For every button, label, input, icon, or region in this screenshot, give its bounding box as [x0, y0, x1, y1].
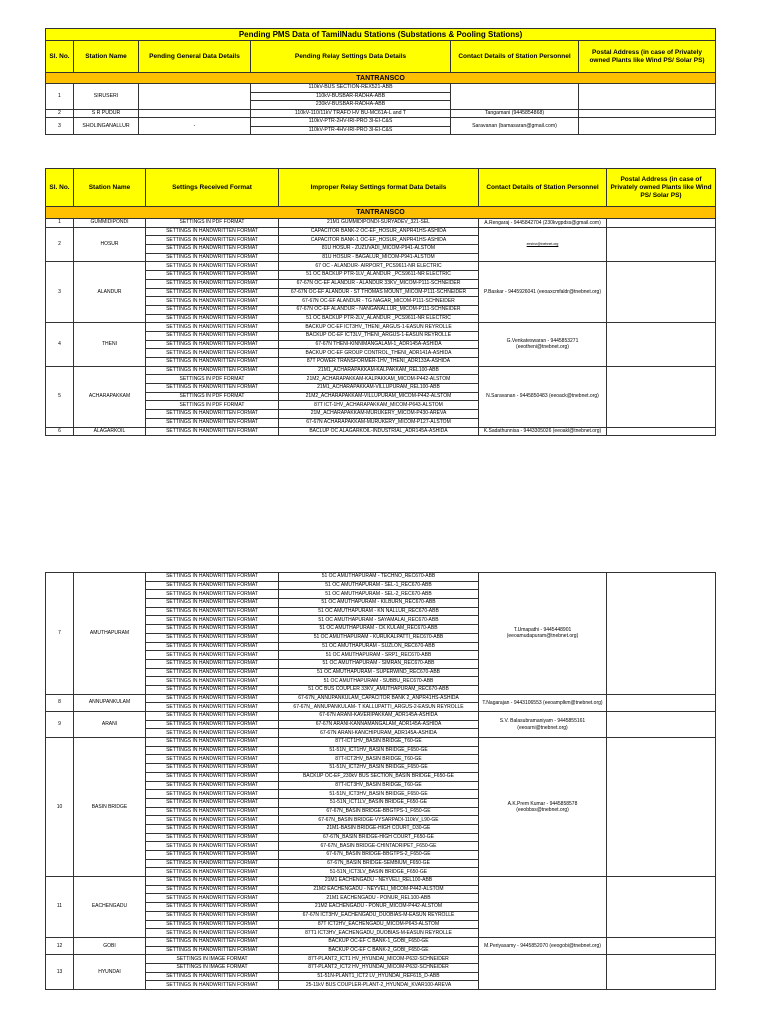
- settings-format-cell: SETTINGS IN HANDWRITTEN FORMAT: [146, 833, 279, 842]
- settings-format-cell: SETTINGS IN HANDWRITTEN FORMAT: [146, 981, 279, 990]
- settings-format-cell: SETTINGS IN HANDWRITTEN FORMAT: [146, 946, 279, 955]
- station-name-cell: ALANDUR: [74, 262, 146, 323]
- postal-cell: [579, 84, 716, 110]
- relay-data-cell: 87T-PLANT2_ICT1 HV_HYUNDAI_MICOM-P632-SCHNEIDER: [279, 955, 479, 964]
- table-row: [46, 219, 716, 228]
- settings-format-cell: SETTINGS IN HANDWRITTEN FORMAT: [146, 314, 279, 323]
- header-contact: Contact Details of Station Personnel: [451, 41, 579, 73]
- relay-data-cell: 51 OC AMUTHAPURAM - SAYAMALAI_REC670-ABB: [279, 616, 479, 625]
- settings-format-cell: SETTINGS IN HANDWRITTEN FORMAT: [146, 720, 279, 729]
- station-name-cell: SHOLINGANALLUR: [74, 118, 139, 135]
- settings-format-cell: SETTINGS IN IMAGE FORMAT: [146, 955, 279, 964]
- station-name-cell: HYUNDAI: [74, 955, 146, 990]
- settings-format-cell: SETTINGS IN HANDWRITTEN FORMAT: [146, 685, 279, 694]
- settings-format-cell: SETTINGS IN HANDWRITTEN FORMAT: [146, 755, 279, 764]
- table-row: [46, 427, 716, 436]
- relay-data-cell: 67-67N_ ANNUPANKULAM- T KALLUPATTI_ARGUS-2-EASUN REYROLLE: [279, 703, 479, 712]
- sl-no-cell: 13: [46, 955, 74, 990]
- relay-data-cell: 21M_ACHARAPAKKAM-MURUKERY_MICOM-P430-AREVA: [279, 410, 479, 419]
- postal-cell: [607, 712, 716, 738]
- sl-no-cell: 3: [46, 118, 74, 135]
- section-header: TANTRANSCO: [46, 207, 716, 219]
- relay-data-cell: 51 OC AMUTHAPURAM - KILBURN_REC670-ABB: [279, 599, 479, 608]
- settings-format-cell: SETTINGS IN HANDWRITTEN FORMAT: [146, 625, 279, 634]
- station-name-cell: GUMMIDIPONDI: [74, 219, 146, 228]
- station-name-cell: BASIN BRIDGE: [74, 738, 146, 877]
- header-relay-data: Improper Relay Settings format Data Details: [279, 169, 479, 207]
- relay-data-cell: BACKUP OC-EF ICT3HV_THENI_ARGUS-1-EASUN REYROLLE: [279, 323, 479, 332]
- contact-cell: Saravanan (bamasaran@gmail.com): [451, 118, 579, 135]
- relay-data-cell: 51 OC AMUTHAPURAM - SEL-1_REC670-ABB: [279, 581, 479, 590]
- relay-data-cell: 51-51N_ICT3LV_BASIN BRIDGE_F650-GE: [279, 868, 479, 877]
- settings-format-cell: SETTINGS IN HANDWRITTEN FORMAT: [146, 842, 279, 851]
- relay-data-cell: 51 OC BACKUP PTR-2LV_ALANDUR _PCS9611-NR ELECTRIC: [279, 314, 479, 323]
- relay-data-cell: 51 OC AMUTHAPURAM - KN NALLUR_REC670-ABB: [279, 607, 479, 616]
- relay-data-cell: 67 OC - ALANDUR- AIRPORT_PCS9611-NR ELECTRIC: [279, 262, 479, 271]
- settings-format-cell: SETTINGS IN PDF FORMAT: [146, 401, 279, 410]
- relay-data-cell: 21M2 EACHENGADU - PONUR_MICOM-P442-ALSTOM: [279, 903, 479, 912]
- sl-no-cell: 2: [46, 109, 74, 118]
- sl-no-cell: 1: [46, 84, 74, 110]
- settings-format-cell: SETTINGS IN HANDWRITTEN FORMAT: [146, 236, 279, 245]
- relay-data-cell: 67-67N ACHARAPAKKAM-MURUKERY_MICOM-P127-ALSTOM: [279, 418, 479, 427]
- settings-format-cell: SETTINGS IN HANDWRITTEN FORMAT: [146, 599, 279, 608]
- settings-format-cell: SETTINGS IN HANDWRITTEN FORMAT: [146, 279, 279, 288]
- sl-no-cell: 5: [46, 366, 74, 427]
- settings-format-cell: SETTINGS IN HANDWRITTEN FORMAT: [146, 581, 279, 590]
- relay-data-cell: 51 OC BUS COUPLER 33KV_AMUTHAPURAM_REC670-ABB: [279, 685, 479, 694]
- relay-data-cell: 51 OC AMUTHAPURAM - SUZLON_REC670-ABB: [279, 642, 479, 651]
- contact-cell: A.K.Prem Kumar - 9445858578 (eeobbss@tnebnet.org): [479, 738, 607, 877]
- settings-format-cell: SETTINGS IN HANDWRITTEN FORMAT: [146, 772, 279, 781]
- relay-data-cell: 81U HOSUR - BAGALUR_MICOM-P941-ALSTOM: [279, 253, 479, 262]
- settings-format-cell: SETTINGS IN HANDWRITTEN FORMAT: [146, 790, 279, 799]
- table-row: [46, 937, 716, 946]
- relay-data-cell: 21M2_ACHARAPAKKAM-VILLUPURAM_MICOM-P442-ALSTOM: [279, 392, 479, 401]
- sl-no-cell: 10: [46, 738, 74, 877]
- header-contact: Contact Details of Station Personnel: [479, 169, 607, 207]
- settings-format-cell: SETTINGS IN HANDWRITTEN FORMAT: [146, 712, 279, 721]
- relay-data-cell: 21M2 EACHENGADU - NEYVELI_MICOM-P442-ALSTOM: [279, 885, 479, 894]
- settings-format-cell: SETTINGS IN HANDWRITTEN FORMAT: [146, 616, 279, 625]
- settings-format-cell: SETTINGS IN HANDWRITTEN FORMAT: [146, 868, 279, 877]
- settings-format-cell: SETTINGS IN PDF FORMAT: [146, 219, 279, 228]
- settings-format-cell: SETTINGS IN HANDWRITTEN FORMAT: [146, 703, 279, 712]
- relay-data-cell: 25-11kV BUS COUPLER-PLANT-2_HYUNDAI_KVAR100-AREVA: [279, 981, 479, 990]
- station-name-cell: ANNUPANKULAM: [74, 694, 146, 711]
- settings-format-cell: SETTINGS IN HANDWRITTEN FORMAT: [146, 262, 279, 271]
- settings-format-cell: SETTINGS IN HANDWRITTEN FORMAT: [146, 781, 279, 790]
- settings-format-cell: SETTINGS IN HANDWRITTEN FORMAT: [146, 384, 279, 393]
- contact-cell: A.Rengaraj - 9445842704 (230kvgpdss@gmail.com): [479, 219, 607, 228]
- general-data-cell: -: [139, 118, 251, 135]
- relay-data-cell: 21M1 EACHENGADU - PONUR_REL100-ABB: [279, 894, 479, 903]
- relay-data-cell: 67-67N ICT3HV_EACHENGADU_DUOBIAS-M-EASUN REYROLLE: [279, 911, 479, 920]
- relay-data-cell: 110kV-BUS SECTION-REX521-ABB: [251, 84, 451, 93]
- table-row: [46, 84, 716, 93]
- relay-data-cell: 51 OC AMUTHAPURAM - SRP1_REC670-ABB: [279, 651, 479, 660]
- settings-format-cell: SETTINGS IN IMAGE FORMAT: [146, 963, 279, 972]
- contact-cell: M.Periyasamy - 9445852070 (eeogobi@tnebnet.org): [479, 937, 607, 954]
- settings-format-cell: SETTINGS IN HANDWRITTEN FORMAT: [146, 659, 279, 668]
- relay-data-cell: 87T-ICT2HV_BASIN BRIDGE_T60-GE: [279, 755, 479, 764]
- header-sl-no: Sl. No.: [46, 41, 74, 73]
- relay-data-cell: 67-67N OC-EF ALANDUR - TG NAGAR_MICOM-P111-SCHNEIDER: [279, 297, 479, 306]
- relay-data-cell: 67-67N_BASIN BRIDGE-VYSARPADI-110kV_L90-GE: [279, 816, 479, 825]
- postal-cell: [579, 118, 716, 135]
- settings-format-cell: SETTINGS IN HANDWRITTEN FORMAT: [146, 816, 279, 825]
- settings-format-cell: SETTINGS IN HANDWRITTEN FORMAT: [146, 859, 279, 868]
- settings-format-cell: SETTINGS IN HANDWRITTEN FORMAT: [146, 746, 279, 755]
- relay-data-cell: 51-51N_ICT1HV_BASIN BRIDGE_F650-GE: [279, 746, 479, 755]
- improper-settings-table: [45, 168, 716, 436]
- settings-format-cell: SETTINGS IN HANDWRITTEN FORMAT: [146, 851, 279, 860]
- settings-format-cell: SETTINGS IN HANDWRITTEN FORMAT: [146, 227, 279, 236]
- relay-data-cell: 87T POWER TRANSFORMER-1HV_THENI_ADR133A-ASHIDA: [279, 358, 479, 367]
- station-name-cell: THENI: [74, 323, 146, 366]
- settings-format-cell: SETTINGS IN HANDWRITTEN FORMAT: [146, 366, 279, 375]
- relay-data-cell: 110kV-BUSBAR-RADHA-ABB: [251, 92, 451, 101]
- sl-no-cell: 7: [46, 573, 74, 695]
- relay-data-cell: 51-51N-PLANT1_ICT2 LV_HYUNDAI_REF615_D-ABB: [279, 972, 479, 981]
- contact-cell: N.Saravanan - 9445850483 (eeoack@tnebnet.org): [479, 366, 607, 427]
- sl-no-cell: 6: [46, 427, 74, 436]
- postal-cell: [607, 937, 716, 954]
- contact-cell: S.V. Balasubramaniyam - 9445855161 (eeoarni@tnebnet.org): [479, 712, 607, 738]
- relay-data-cell: 51-51N_ICT2HV_BASIN BRIDGE_F650-GE: [279, 764, 479, 773]
- postal-cell: [607, 323, 716, 366]
- contact-cell: eeshsr@tnebnet.org: [479, 227, 607, 262]
- settings-format-cell: SETTINGS IN HANDWRITTEN FORMAT: [146, 824, 279, 833]
- settings-format-cell: SETTINGS IN HANDWRITTEN FORMAT: [146, 573, 279, 582]
- relay-data-cell: 87T-ICT1HV_BASIN BRIDGE_T60-GE: [279, 738, 479, 747]
- sl-no-cell: 1: [46, 219, 74, 228]
- relay-data-cell: CAPACITOR BANK-2 OC-EF_HOSUR_ANPR41HS-ASHIDA: [279, 227, 479, 236]
- sl-no-cell: 11: [46, 877, 74, 938]
- settings-format-cell: SETTINGS IN HANDWRITTEN FORMAT: [146, 668, 279, 677]
- contact-cell: T.Nagarajan - 9443106553 (eeoamplkm@tnebnet.org): [479, 694, 607, 711]
- relay-data-cell: 51 OC AMUTHAPURAM - KURUKALPATTI_REC670-ABB: [279, 633, 479, 642]
- postal-cell: [607, 227, 716, 262]
- relay-data-cell: 67-67N ARANI-KANNAMANGALAM_ADR145A-ASHIDA: [279, 720, 479, 729]
- postal-cell: [607, 366, 716, 427]
- relay-data-cell: 21M1-BASIN BRIDGE-HIGH COURT_D30-GE: [279, 824, 479, 833]
- relay-data-cell: 87T ICT2HV_EACHENGADU_MICOM-P643-ALSTOM: [279, 920, 479, 929]
- relay-data-cell: BACKUP OC-EF GROUP CONTROL_THENI_ADR141A-ASHIDA: [279, 349, 479, 358]
- relay-data-cell: 51 OC AMUTHAPURAM - SEL-2_REC670-ABB: [279, 590, 479, 599]
- settings-format-cell: SETTINGS IN HANDWRITTEN FORMAT: [146, 271, 279, 280]
- contact-cell: [451, 84, 579, 110]
- table-row: [46, 262, 716, 271]
- station-name-cell: AMUTHAPURAM: [74, 573, 146, 695]
- table-row: [46, 366, 716, 375]
- relay-data-cell: 21M1 EACHENGADU - NEYVELI_REL100-ABB: [279, 877, 479, 886]
- postal-cell: [607, 262, 716, 323]
- contact-cell: G.Venkateswaran - 9445853271 (eeotheni@tnebnet.org): [479, 323, 607, 366]
- station-name-cell: GOBI: [74, 937, 146, 954]
- table-row: [46, 955, 716, 964]
- relay-data-cell: 51 OC BACKUP PTR-1LV_ALANDUR _PCS9611-NR ELECTRIC: [279, 271, 479, 280]
- settings-format-cell: SETTINGS IN HANDWRITTEN FORMAT: [146, 903, 279, 912]
- header-settings-format: Settings Received Format: [146, 169, 279, 207]
- settings-format-cell: SETTINGS IN PDF FORMAT: [146, 375, 279, 384]
- relay-data-cell: 51 OC AMUTHAPURAM - SUPERWIND_REC670-ABB: [279, 668, 479, 677]
- postal-cell: [607, 955, 716, 990]
- relay-data-cell: 51 OC AMUTHAPURAM - SIMRAN_REC670-ABB: [279, 659, 479, 668]
- settings-format-cell: SETTINGS IN HANDWRITTEN FORMAT: [146, 253, 279, 262]
- relay-data-cell: 67-67N ARANI-KANCHIPURAM_ADR145A-ASHIDA: [279, 729, 479, 738]
- general-data-cell: [139, 109, 251, 118]
- relay-data-cell: BACKUP OC-EF C BANK-1_GOBI_F650-GE: [279, 937, 479, 946]
- header-sl-no: Sl. No.: [46, 169, 74, 207]
- settings-format-cell: SETTINGS IN HANDWRITTEN FORMAT: [146, 427, 279, 436]
- relay-data-cell: 67-67N_ANNUPANKULAM_CAPACITOR BANK 2_ANPR41HS-ASHIDA: [279, 694, 479, 703]
- contact-cell: T.Umapathi - 9445448901 (eeoamudapuram@tnebnet.org): [479, 573, 607, 695]
- station-name-cell: ACHARAPAKKAM: [74, 366, 146, 427]
- table-row: [46, 712, 716, 721]
- postal-cell: [607, 738, 716, 877]
- settings-format-cell: SETTINGS IN HANDWRITTEN FORMAT: [146, 972, 279, 981]
- settings-format-cell: SETTINGS IN HANDWRITTEN FORMAT: [146, 807, 279, 816]
- relay-data-cell: 110kV-PTR-2HV-IRI-PRO 3I-EI-C&S: [251, 118, 451, 127]
- header-general-data: Pending General Data Details: [139, 41, 251, 73]
- relay-data-cell: 87T1 ICT3HV_EACHENGADU_DUOBIAS-M-EASUN REYROLLE: [279, 929, 479, 938]
- relay-data-cell: 81U HOSUR - ZUZUVADI_MICOM-P941-ALSTOM: [279, 245, 479, 254]
- settings-format-cell: SETTINGS IN HANDWRITTEN FORMAT: [146, 358, 279, 367]
- relay-data-cell: 67-67N OC-EF ALANDUR - ST THOMAS MOUNT_MICOM-P111-SCHNEIDER: [279, 288, 479, 297]
- table-row: [46, 738, 716, 747]
- settings-format-cell: SETTINGS IN HANDWRITTEN FORMAT: [146, 323, 279, 332]
- settings-format-cell: SETTINGS IN HANDWRITTEN FORMAT: [146, 877, 279, 886]
- settings-format-cell: SETTINGS IN HANDWRITTEN FORMAT: [146, 633, 279, 642]
- contact-cell: [479, 955, 607, 990]
- general-data-cell: [139, 84, 251, 110]
- settings-format-cell: SETTINGS IN HANDWRITTEN FORMAT: [146, 410, 279, 419]
- relay-data-cell: 110kV-110/11kV TRAFO HV BU-MC61A-L and T: [251, 109, 451, 118]
- settings-format-cell: SETTINGS IN HANDWRITTEN FORMAT: [146, 607, 279, 616]
- relay-data-cell: 87T ICT-1HV_ACHARAPAKKAM_MICOM-P643-ALSTOM: [279, 401, 479, 410]
- relay-data-cell: 67-67N THENI-KINNIMANGALAM-1_ADR145A-ASHIDA: [279, 340, 479, 349]
- relay-data-cell: 67-67N_BASIN BRIDGE-SEMBIUM_F650-GE: [279, 859, 479, 868]
- settings-format-cell: SETTINGS IN HANDWRITTEN FORMAT: [146, 349, 279, 358]
- relay-data-cell: BACKUP OC-EF_230kV BUS SECTION_BASIN BRIDGE_F650-GE: [279, 772, 479, 781]
- relay-data-cell: 67-67N OC-EF ALANDUR - ALANDUR 33KV_MICOM-P111-SCHNEIDER: [279, 279, 479, 288]
- header-station-name: Station Name: [74, 41, 139, 73]
- relay-data-cell: 67-67N ARANI-KAVERIPAKKAM_ADR145A-ASHIDA: [279, 712, 479, 721]
- relay-data-cell: 51 OC AMUTHAPURAM - TECHNO_REC670-ABB: [279, 573, 479, 582]
- postal-cell: [607, 694, 716, 711]
- relay-data-cell: 230kV-BUSBAR-RADHA-ABB: [251, 101, 451, 110]
- relay-data-cell: BACKUP OC-EF C BANK-2_GOBI_F650-GE: [279, 946, 479, 955]
- sl-no-cell: 12: [46, 937, 74, 954]
- settings-format-cell: SETTINGS IN HANDWRITTEN FORMAT: [146, 642, 279, 651]
- relay-data-cell: 51-51N_ICT1LV_BASIN BRIDGE_F650-GE: [279, 798, 479, 807]
- relay-data-cell: BACLUP OC ALAGARKOIL-INDUSTRIAL_ADR145A-ASHIDA: [279, 427, 479, 436]
- postal-cell: [607, 427, 716, 436]
- relay-data-cell: 87T-PLANT2_ICT2 HV_HYUNDAI_MICOM-P632-SCHNEIDER: [279, 963, 479, 972]
- settings-format-cell: SETTINGS IN HANDWRITTEN FORMAT: [146, 885, 279, 894]
- relay-data-cell: 67-67N_BASIN BRIDGE-BBGTPS-1_F650-GE: [279, 807, 479, 816]
- settings-format-cell: SETTINGS IN HANDWRITTEN FORMAT: [146, 929, 279, 938]
- page-title: Pending PMS Data of TamilNadu Stations (Substations & Pooling Stations): [46, 29, 716, 41]
- station-name-cell: ARANI: [74, 712, 146, 738]
- header-postal: Postal Address (in case of Privately owned Plants like Wind PS/ Solar PS): [579, 41, 716, 73]
- station-name-cell: HOSUR: [74, 227, 146, 262]
- relay-data-cell: 21M1 GUMMIDIPONDI-SURYADEV_321-SEL: [279, 219, 479, 228]
- pending-pms-table: [45, 28, 716, 135]
- station-name-cell: EACHENGADU: [74, 877, 146, 938]
- relay-data-cell: 21M1_ACHARAPAKKAM-KALPAKKAM_REL100-ABB: [279, 366, 479, 375]
- settings-format-cell: SETTINGS IN HANDWRITTEN FORMAT: [146, 288, 279, 297]
- header-station-name: Station Name: [74, 169, 146, 207]
- contact-cell: P.Baskar - 9445926041 (eeoaxcmfaldr@tnebnet.org): [479, 262, 607, 323]
- settings-format-cell: SETTINGS IN HANDWRITTEN FORMAT: [146, 305, 279, 314]
- settings-format-cell: SETTINGS IN HANDWRITTEN FORMAT: [146, 911, 279, 920]
- sl-no-cell: 3: [46, 262, 74, 323]
- sl-no-cell: 2: [46, 227, 74, 262]
- settings-format-cell: SETTINGS IN HANDWRITTEN FORMAT: [146, 297, 279, 306]
- relay-data-cell: 87T-ICT3HV_BASIN BRIDGE_T60-GE: [279, 781, 479, 790]
- station-name-cell: ALAGARKOIL: [74, 427, 146, 436]
- settings-format-cell: SETTINGS IN HANDWRITTEN FORMAT: [146, 798, 279, 807]
- relay-data-cell: 51 OC AMUTHAPURAM - CK KULAM_REC670-ABB: [279, 625, 479, 634]
- relay-data-cell: 51-51N_ICT3HV_BASIN BRIDGE_F650-GE: [279, 790, 479, 799]
- settings-format-cell: SETTINGS IN HANDWRITTEN FORMAT: [146, 764, 279, 773]
- table-row: [46, 323, 716, 332]
- table-row: [46, 109, 716, 118]
- settings-format-cell: SETTINGS IN PDF FORMAT: [146, 392, 279, 401]
- section-header: TANTRANSCO: [46, 73, 716, 84]
- settings-format-cell: SETTINGS IN HANDWRITTEN FORMAT: [146, 651, 279, 660]
- table-row: [46, 694, 716, 703]
- relay-data-cell: 21M1_ACHARAPAKKAM-VILLUPURAM_REL100-ABB: [279, 384, 479, 393]
- settings-format-cell: SETTINGS IN HANDWRITTEN FORMAT: [146, 894, 279, 903]
- table-row: [46, 118, 716, 127]
- relay-data-cell: 67-67N_BASIN BRIDGE-HIGH COURT_F650-GE: [279, 833, 479, 842]
- postal-cell: [607, 573, 716, 695]
- relay-data-cell: 67-67N_BASIN BRIDGE-BBGTPS-2_F650-GE: [279, 851, 479, 860]
- improper-settings-table-continued: [45, 572, 716, 990]
- settings-format-cell: SETTINGS IN HANDWRITTEN FORMAT: [146, 694, 279, 703]
- table-row: [46, 227, 716, 236]
- station-name-cell: SIRUSERI: [74, 84, 139, 110]
- settings-format-cell: SETTINGS IN HANDWRITTEN FORMAT: [146, 331, 279, 340]
- postal-cell: [607, 877, 716, 938]
- table-row: [46, 573, 716, 582]
- table-row: [46, 877, 716, 886]
- contact-cell: K.Sadathunnisa - 9443305026 (eeoakl@tnebnet.org): [479, 427, 607, 436]
- relay-data-cell: BACKUP OC-EF ICT3LV_THENI_ARGUS-1-EASUN REYROLLE: [279, 331, 479, 340]
- settings-format-cell: SETTINGS IN HANDWRITTEN FORMAT: [146, 738, 279, 747]
- relay-data-cell: 21M2_ACHARAPAKKAM-KALPAKKAM_MICOM-P442-ALSTOM: [279, 375, 479, 384]
- settings-format-cell: SETTINGS IN HANDWRITTEN FORMAT: [146, 245, 279, 254]
- settings-format-cell: SETTINGS IN HANDWRITTEN FORMAT: [146, 340, 279, 349]
- settings-format-cell: SETTINGS IN HANDWRITTEN FORMAT: [146, 920, 279, 929]
- relay-data-cell: 67-67N_BASIN BRIDGE-CHINTADRIPET_F650-GE: [279, 842, 479, 851]
- relay-data-cell: 51 OC AMUTHAPURAM - SUBBU_REC670-ABB: [279, 677, 479, 686]
- settings-format-cell: SETTINGS IN HANDWRITTEN FORMAT: [146, 418, 279, 427]
- postal-cell: [607, 219, 716, 228]
- relay-data-cell: 110kV-PTR-4HV-IRI-PRO 3I-EI-C&S: [251, 126, 451, 135]
- header-postal: Postal Address (in case of Privately owned Plants like Wind PS/ Solar PS): [607, 169, 716, 207]
- settings-format-cell: SETTINGS IN HANDWRITTEN FORMAT: [146, 677, 279, 686]
- postal-cell: [579, 109, 716, 118]
- sl-no-cell: 4: [46, 323, 74, 366]
- settings-format-cell: SETTINGS IN HANDWRITTEN FORMAT: [146, 937, 279, 946]
- header-relay-data: Pending Relay Settings Data Details: [251, 41, 451, 73]
- settings-format-cell: SETTINGS IN HANDWRITTEN FORMAT: [146, 729, 279, 738]
- settings-format-cell: SETTINGS IN HANDWRITTEN FORMAT: [146, 590, 279, 599]
- contact-cell: Tangamani (9445854868): [451, 109, 579, 118]
- contact-cell: [479, 877, 607, 938]
- sl-no-cell: 9: [46, 712, 74, 738]
- relay-data-cell: CAPACITOR BANK-1 OC-EF_HOSUR_ANPR41HS-ASHIDA: [279, 236, 479, 245]
- station-name-cell: S R PUDUR: [74, 109, 139, 118]
- sl-no-cell: 8: [46, 694, 74, 711]
- relay-data-cell: 67-67N OC-EF ALANDUR - NANGANALLUR_MICOM-P111-SCHNEIDER: [279, 305, 479, 314]
